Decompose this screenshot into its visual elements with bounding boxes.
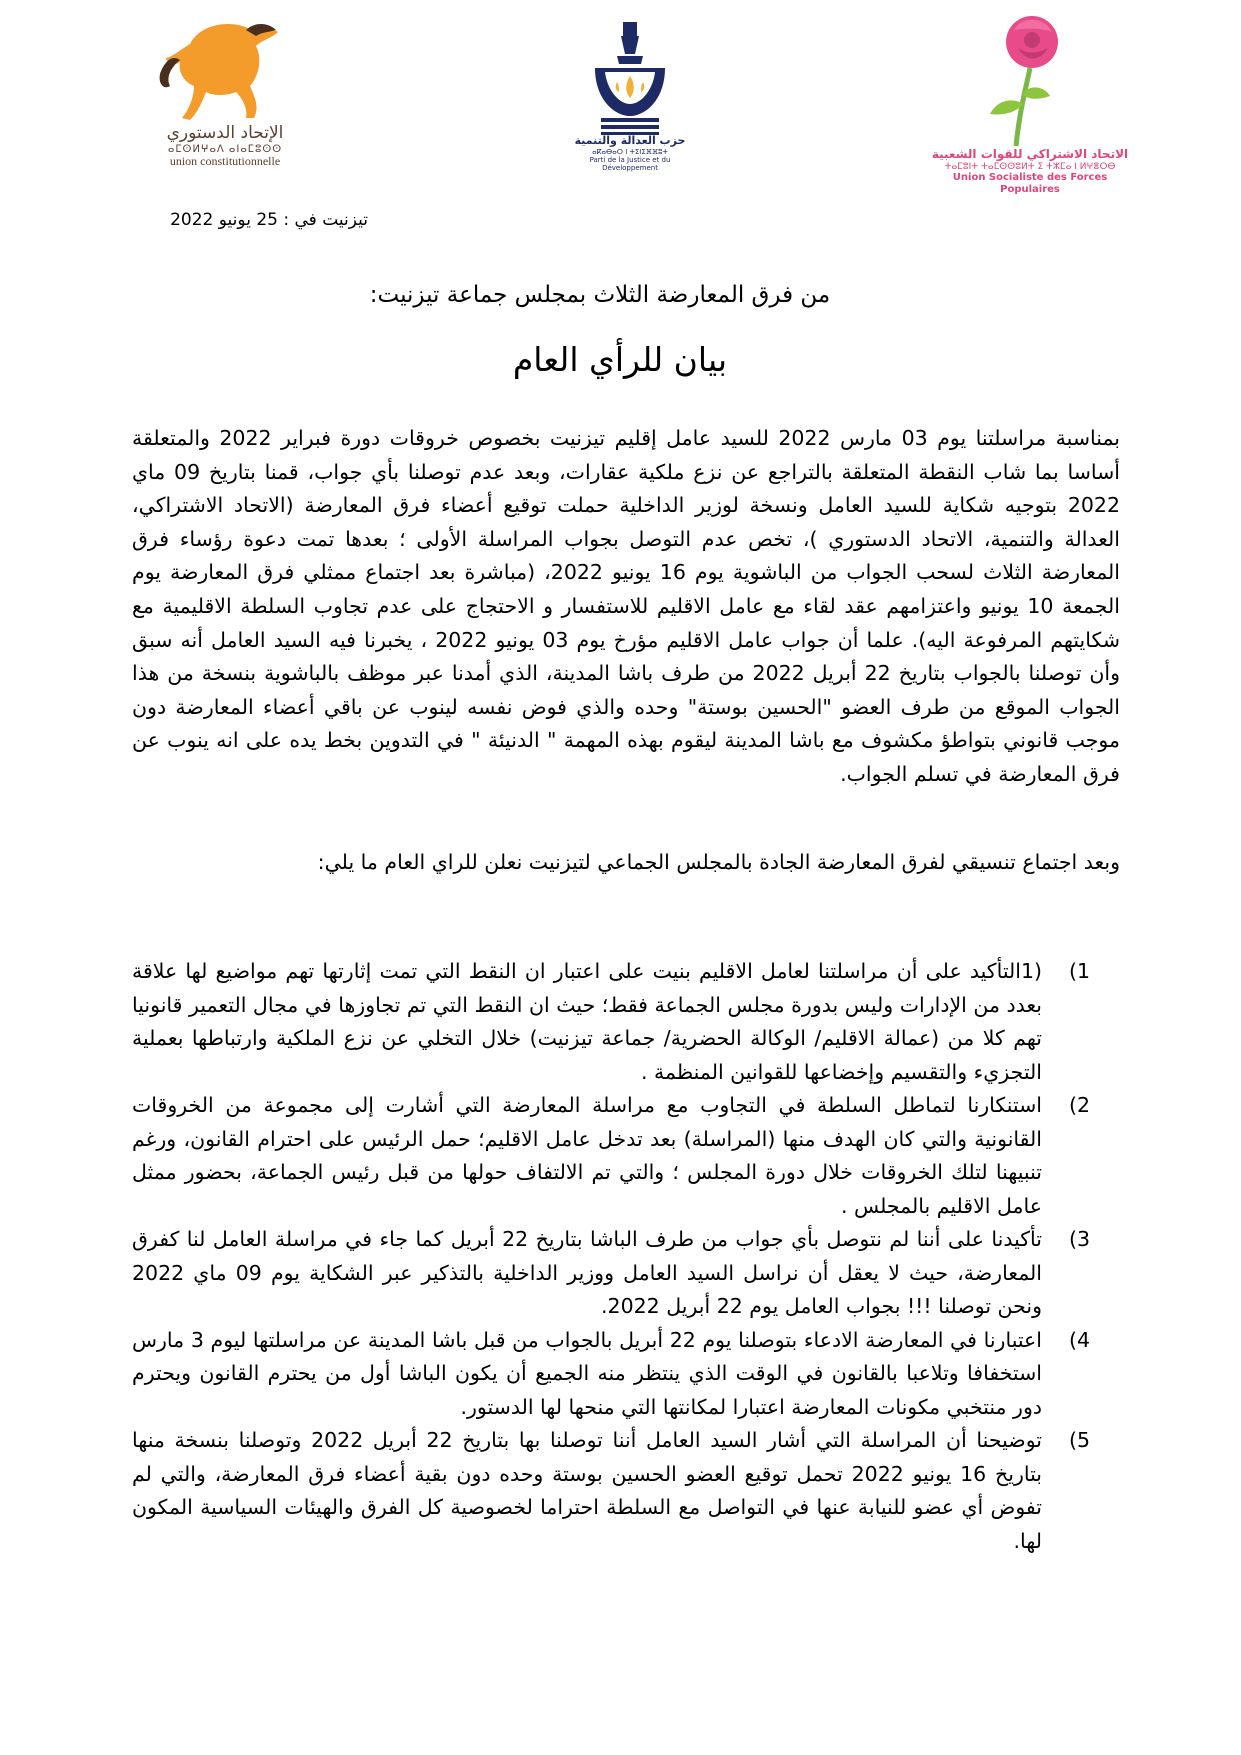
list-item bbox=[132, 1089, 1090, 1223]
logo-left-tifinagh-name: ⴰⵎⵙⵍⵖⴰⴷ ⴰⵏⴰⵎⵓⵙⵙ bbox=[167, 143, 283, 155]
list-item-number: 3) bbox=[1068, 1227, 1090, 1251]
lamp-icon bbox=[565, 20, 695, 135]
list-item-number: 5) bbox=[1068, 1428, 1090, 1452]
document-title: بيان للرأي العام bbox=[512, 340, 728, 379]
logo-right-tifinagh-name: ⵜⴰⵎⵓⵏⵜ ⵜⴰⵎⵙⵙⵓⵍⵜ ⵉ ⵜⵣⵎⴰ ⵏ ⵍⵖⴻⵔⴱ bbox=[944, 161, 1116, 172]
document-date: تيزنيت في : 25 يونيو 2022 bbox=[170, 210, 368, 230]
intro-paragraph: بمناسبة مراسلتنا يوم 03 مارس 2022 للسيد عامل إقليم تيزنيت بخصوص خروقات دورة فبراير 2022 والمتعلقة أساسا بما شاب النقطة المتعلقة بالتراجع عن نزع ملكية عقارات، وبعد عدم توصلنا بأي جواب، قمنا بتاريخ 09 ماي 2022 بتوجيه شكاية للسيد العامل ونسخة لوزير الداخلية حملت توقيع أعضاء فرق المعارضة (الاتحاد الاشتراكي، العدالة والتنمية، الاتحاد الدستوري )، تخص عدم التوصل بجواب المراسلة الأولى ؛ بعدها تمت دعوة رؤساء فرق المعارضة الثلاث لسحب الجواب من الباشوية يوم 16 يونيو 2022، (مباشرة بعد اجتماع ممثلي فرق المعارضة يوم الجمعة 10 يونيو واعتزامهم عقد لقاء مع عامل الاقليم للاستفسار و الاحتجاج على عدم تجاوب السلطة الاقليمية مع شكايتهم المرفوعة اليه). علما أن جواب عامل الاقليم مؤرخ يوم 03 يونيو 2022 ، يخبرنا فيه السيد العامل أنه سبق وأن توصلنا بالجواب بتاريخ 22 أبريل 2022 من طرف باشا المدينة، الذي أمدنا عبر موظف بالباشوية بنسخة من هذا الجواب الموقع من طرف العضو "الحسين بوستة" وحده والذي فوض نفسه لينوب عن باقي أعضاء المعارضة دون موجب قانوني بتواطؤ مكشوف مع باشا المدينة ليقوم بهذه المهمة " الدنيئة " في التدوين بخط يده على انه ينوب عن فرق المعارضة في تسلم الجواب. bbox=[132, 426, 1121, 786]
logo-left-french-name: union constitutionnelle bbox=[169, 154, 281, 169]
document-subtitle: من فرق المعارضة الثلاث بمجلس جماعة تيزنيت: bbox=[369, 282, 831, 308]
logo-left-arabic-name: الإتحاد الدستوري bbox=[166, 123, 284, 143]
list-item-number: 4) bbox=[1068, 1327, 1090, 1352]
logo-union-constitutionnelle bbox=[150, 14, 300, 169]
logo-pjd bbox=[565, 20, 695, 172]
list-item-text: توضيحنا أن المراسلة التي أشار السيد العامل أننا توصلنا بها بتاريخ 22 أبريل 2022 وتوصلنا بنسخة منها بتاريخ 16 يونيو 2022 تحمل توقيع العضو الحسين بوستة وحده دون بقية أعضاء فرق المعارضة، والتي لم تفوض أي عضو للنيابة عنها في التواصل مع السلطة احتراما لخصوصية كل الفرق والهيئات السياسية المكون لها. bbox=[132, 1428, 1042, 1553]
list-item-text: استنكارنا لتماطل السلطة في التجاوب مع مراسلة المعارضة التي أشارت إلى مجموعة من الخروقات القانونية والتي كان الهدف منها (المراسلة) بعد تدخل عامل الاقليم؛ حمل الرئيس على احترام القانون، ورغم تنبيهنا لتلك الخروقات خلال دورة المجلس ؛ والتي تم الالتفاف حولها من قبل رئيس الجماعة، بحضور ممثل عامل الاقليم بالمجلس . bbox=[132, 1093, 1042, 1218]
logo-center-french-name: Parti de la Justice et du Développement bbox=[589, 155, 671, 172]
list-item-text: (1التأكيد على أن مراسلتنا لعامل الاقليم بنيت على اعتبار ان النقط التي تمت إثارتها تهم مواضيع لها علاقة بعدد من الإدارات وليس بدورة مجلس الجماعة فقط؛ حيث ان النقط التي تم تجاوزها في مجال التعمير قانونيا تهم كلا من (عمالة الاقليم/ الوكالة الحضرية/ جماعة تيزنيت) خلال التخلي عن نزع الملكية وارتباطها بعملية التجزيء والتقسيم وإخضاعها للقوانين المنظمة . bbox=[132, 959, 1042, 1084]
list-item-text: تأكيدنا على أننا لم نتوصل بأي جواب من طرف الباشا بتاريخ 22 أبريل كما جاء في مراسلة العامل لنا كفرق المعارضة، حيث لا يعقل أن نراسل السيد العامل ووزير الداخلية بالتذكير عبر الشكاية يوم 09 ماي 2022 ونحن توصلنا !!! بجواب العامل يوم 22 أبريل 2022. bbox=[132, 1227, 1042, 1318]
declaration-points-list bbox=[132, 955, 1090, 1558]
list-item-number: 1) bbox=[1068, 959, 1090, 983]
list-item bbox=[132, 1324, 1090, 1425]
logo-center-tifinagh-name: ⴰⴽⴰⴱⴰⵔ ⵏ ⵜⵉⵏⵉⴼⴼⵓⵜ bbox=[592, 147, 668, 156]
lead-in-paragraph: وبعد اجتماع تنسيقي لفرق المعارضة الجادة بالمجلس الجماعي لتيزنيت نعلن للراي العام ما يلي: bbox=[317, 850, 1120, 874]
list-item-number: 2) bbox=[1068, 1093, 1090, 1117]
horse-icon bbox=[150, 14, 300, 124]
list-item bbox=[132, 955, 1090, 1089]
list-item bbox=[132, 1424, 1090, 1558]
logo-center-arabic-name: حزب العدالة والتنمية bbox=[574, 134, 686, 147]
logo-usfp bbox=[930, 8, 1130, 195]
list-item-text: اعتبارنا في المعارضة الادعاء بتوصلنا يوم 22 أبريل بالجواب من قبل باشا المدينة عن مراسلتها ليوم 3 مارس استخفافا وتلاعبا بالقانون في الوقت الذي ينتظر منه الجميع أن يكون الباشا أول من يحترم القانون ويحترم دور منتخبي مكونات المعارضة اعتبارا لمكانتها التي منحها لها الدستور. bbox=[132, 1327, 1042, 1419]
rose-icon bbox=[930, 8, 1130, 148]
logo-right-french-name: Union Socialiste des Forces Populaires bbox=[952, 172, 1108, 195]
logo-right-arabic-name: الاتحاد الاشتراكي للقوات الشعبية bbox=[931, 147, 1129, 161]
list-item bbox=[132, 1223, 1090, 1324]
